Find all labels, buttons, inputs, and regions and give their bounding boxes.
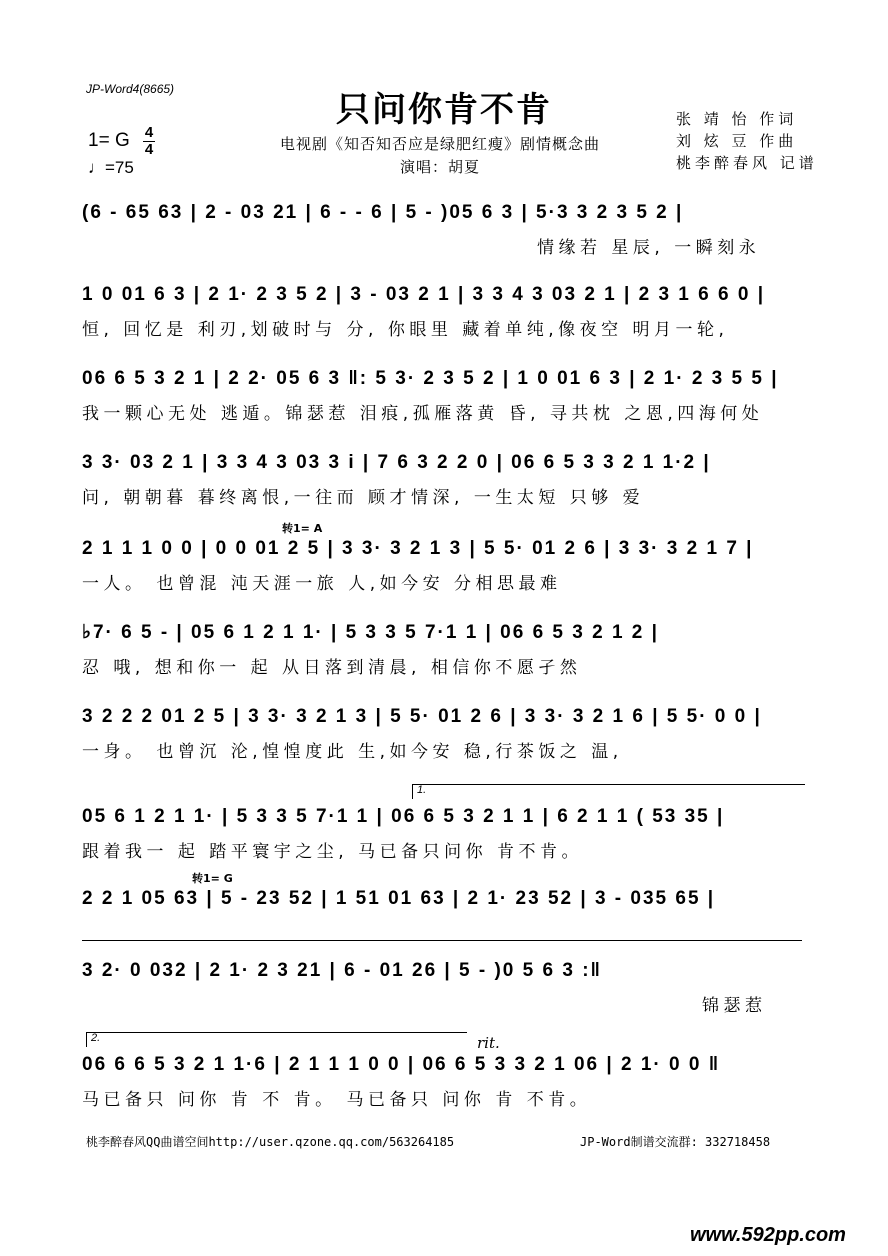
song-subtitle: 电视剧《知否知否应是绿肥红瘦》剧情概念曲 bbox=[279, 135, 600, 153]
second-ending-bracket bbox=[86, 1032, 467, 1047]
lyric-line: 忍 哦, 想和你一 起 从日落到清晨, 相信你不愿孑然 bbox=[82, 658, 582, 678]
singer-credit: 演唱：胡夏 bbox=[399, 158, 480, 176]
lyric-line: 情缘若 星辰, 一瞬刻永 bbox=[537, 238, 761, 258]
lyric-line: 跟着我一 起 踏平寰宇之尘, 马已备只问你 肯不肯。 bbox=[82, 842, 584, 862]
software-tag: JP-Word4(8665) bbox=[86, 82, 175, 96]
lyric-line: 恒, 回忆是 利刃,划破时与 分, 你眼里 藏着单纯,像夜空 明月一轮, bbox=[82, 320, 729, 340]
lyricist-credit: 张 靖 怡 作词 bbox=[676, 110, 798, 128]
notation-line: 1 0 01 6 3 | 2 1· 2 3 5 2 | 3 - 03 2 1 | 3 3 4 3 03 2 1 | 2 3 1 6 6 0 | bbox=[82, 284, 766, 305]
lyric-line: 我一颗心无处 逃遁。锦瑟惹 泪痕,孤雁落黄 昏, 寻共枕 之恩,四海何处 bbox=[82, 404, 764, 424]
time-signature bbox=[143, 126, 155, 157]
modulation-marking: 转1= A bbox=[282, 522, 323, 535]
song-title: 只问你肯不肯 bbox=[336, 90, 552, 130]
second-ending-label: 2. bbox=[91, 1032, 101, 1044]
notation-line: 05 6 1 2 1 1· | 5 3 3 5 7·1 1 | 06 6 5 3 2 1 1 | 6 2 1 1 ( 53 35 | bbox=[82, 806, 725, 827]
notation-line: 2 1 1 1 0 0 | 0 0 01 2 5 | 3 3· 3 2 1 3 | 5 5· 01 2 6 | 3 3· 3 2 1 7 | bbox=[82, 538, 754, 559]
notation-line: 06 6 6 5 3 2 1 1·6 | 2 1 1 1 0 0 | 06 6 5 3 3 2 1 06 | 2 1· 0 0 ‖ bbox=[82, 1054, 721, 1075]
site-watermark: www.592pp.com bbox=[690, 1224, 846, 1246]
key-signature: 1= G bbox=[88, 130, 130, 151]
notation-line: 3 3· 03 2 1 | 3 3 4 3 03 3 i | 7 6 3 2 2 0 | 06 6 5 3 3 2 1 1·2 | bbox=[82, 452, 711, 473]
credits-block bbox=[676, 108, 818, 174]
composer-credit: 刘 炫 豆 作曲 bbox=[676, 132, 798, 150]
lyric-line: 马已备只 问你 肯 不 肯。 马已备只 问你 肯 不肯。 bbox=[82, 1090, 592, 1110]
notation-line: ♭7· 6 5 - | 05 6 1 2 1 1· | 5 3 3 5 7·1 1 | 06 6 5 3 2 1 2 | bbox=[82, 622, 659, 643]
lyric-line: 锦瑟惹 bbox=[702, 996, 767, 1016]
modulation-marking: 转1= G bbox=[192, 872, 233, 885]
lyric-line: 问, 朝朝暮 暮终离恨,一往而 顾才情深, 一生太短 只够 爱 bbox=[82, 488, 645, 508]
tempo-marking: ♩=75 bbox=[88, 158, 134, 177]
ritardando-marking: rit. bbox=[477, 1034, 500, 1052]
lyric-line: 一身。 也曾沉 沦,惶惶度此 生,如今安 稳,行茶饭之 温, bbox=[82, 742, 623, 762]
notation-line: (6 - 65 63 | 2 - 03 21 | 6 - - 6 | 5 - )05 6 3 | 5·3 3 2 3 5 2 | bbox=[82, 202, 684, 223]
footer-right-credit: JP-Word制谱交流群: 332718458 bbox=[580, 1135, 771, 1149]
transcriber-credit: 桃李醉春风 记谱 bbox=[676, 154, 818, 172]
repeat-bracket-line bbox=[82, 940, 802, 941]
time-numerator: 4 bbox=[144, 124, 154, 141]
notation-line: 3 2· 0 032 | 2 1· 2 3 21 | 6 - 01 26 | 5 - )0 5 6 3 :‖ bbox=[82, 960, 602, 981]
notation-line: 06 6 5 3 2 1 | 2 2· 05 6 3 ‖: 5 3· 2 3 5 2 | 1 0 01 6 3 | 2 1· 2 3 5 5 | bbox=[82, 368, 779, 389]
footer-left-credit: 桃李醉春风QQ曲谱空间http://user.qzone.qq.com/563264185 bbox=[86, 1135, 455, 1149]
first-ending-bracket bbox=[412, 784, 805, 799]
notation-line: 3 2 2 2 01 2 5 | 3 3· 3 2 1 3 | 5 5· 01 2 6 | 3 3· 3 2 1 6 | 5 5· 0 0 | bbox=[82, 706, 762, 727]
lyric-line: 一人。 也曾混 沌天涯一旅 人,如今安 分相思最难 bbox=[82, 574, 562, 594]
first-ending-label: 1. bbox=[417, 784, 427, 796]
notation-line: 2 2 1 05 63 | 5 - 23 52 | 1 51 01 63 | 2 1· 23 52 | 3 - 035 65 | bbox=[82, 888, 716, 909]
time-denominator: 4 bbox=[144, 141, 154, 158]
